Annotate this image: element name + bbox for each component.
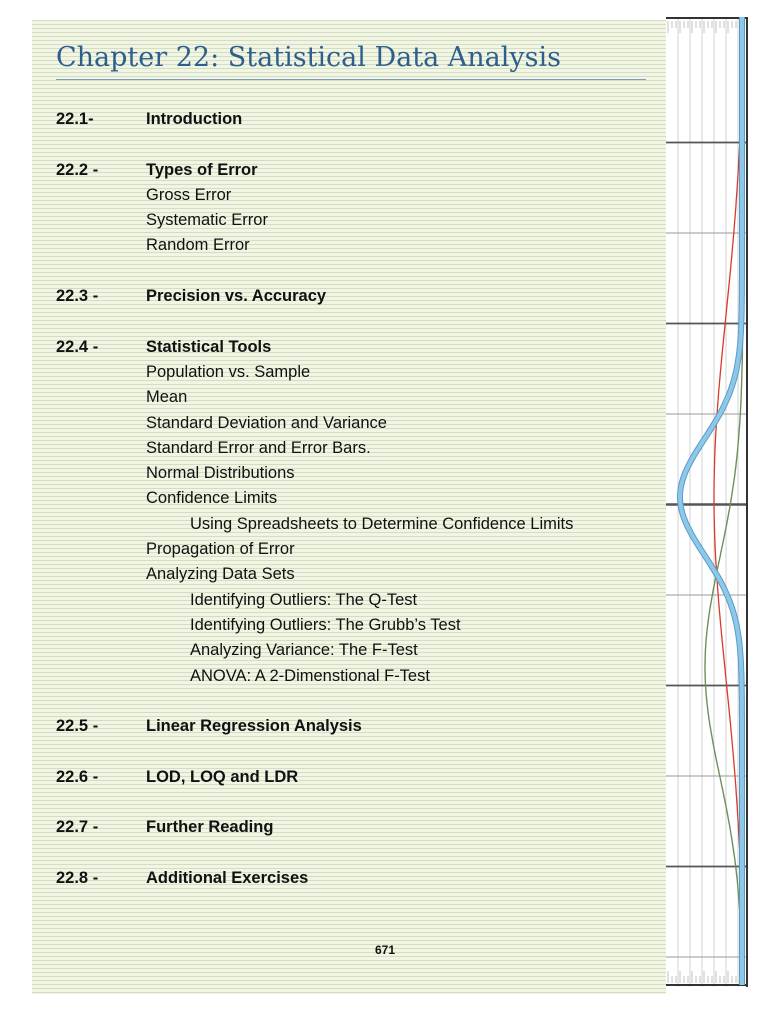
toc-entry: Analyzing Data Sets	[146, 565, 295, 584]
toc-entry: Confidence Limits	[146, 489, 278, 508]
section-number: 22.6 -	[56, 767, 99, 786]
section-title: Additional Exercises	[146, 868, 309, 887]
section-title: Precision vs. Accuracy	[146, 287, 327, 306]
section-number: 22.4 -	[56, 337, 99, 356]
toc-section	[56, 714, 656, 739]
toc-entry: Standard Deviation and Variance	[146, 413, 387, 432]
toc-entry: Systematic Error	[146, 211, 268, 230]
section-number: 22.5 -	[56, 717, 99, 736]
section-title: Further Reading	[146, 818, 274, 837]
toc-entry: Random Error	[146, 236, 250, 255]
toc-entry-row	[56, 183, 656, 208]
toc-entry-row	[56, 613, 656, 638]
toc-entry-row	[56, 664, 656, 689]
toc-entry-row	[56, 411, 656, 436]
toc-entry: Gross Error	[146, 185, 232, 204]
toc-entry-row	[56, 537, 656, 562]
chapter-title: Chapter 22: Statistical Data Analysis	[56, 42, 646, 80]
toc-section	[56, 284, 656, 309]
section-title: LOD, LOQ and LDR	[146, 767, 299, 786]
toc-entry-row	[56, 512, 656, 537]
toc-entry-row	[56, 638, 656, 663]
toc-subentry: ANOVA: A 2-Dimenstional F-Test	[190, 666, 430, 685]
toc-section-heading	[56, 866, 656, 891]
toc-subentry: Analyzing Variance: The F-Test	[190, 641, 418, 660]
toc-entry-row	[56, 461, 656, 486]
toc-entry-row	[56, 360, 656, 385]
toc-section-heading	[56, 765, 656, 790]
section-number: 22.2 -	[56, 160, 99, 179]
toc-entry-row	[56, 233, 656, 258]
section-number: 22.8 -	[56, 868, 99, 887]
toc-section-heading	[56, 815, 656, 840]
toc-section-heading	[56, 714, 656, 739]
toc-entry-row	[56, 486, 656, 511]
bell-curve-graph-strip-icon	[666, 17, 748, 987]
toc-subentry: Identifying Outliers: The Q-Test	[190, 590, 418, 609]
toc-entry: Population vs. Sample	[146, 362, 311, 381]
section-number: 22.7 -	[56, 818, 99, 837]
section-number: 22.3 -	[56, 287, 99, 306]
section-title: Statistical Tools	[146, 337, 272, 356]
section-title: Introduction	[146, 110, 243, 128]
section-title: Types of Error	[146, 160, 258, 179]
toc-entry: Normal Distributions	[146, 464, 295, 483]
toc-entry: Propagation of Error	[146, 540, 295, 559]
toc-entry-row	[56, 436, 656, 461]
toc-section	[56, 107, 656, 132]
toc-section-heading	[56, 284, 656, 309]
toc-entry-row	[56, 588, 656, 613]
toc-entry-row	[56, 385, 656, 410]
toc-entry: Standard Error and Error Bars.	[146, 438, 371, 457]
section-title: Linear Regression Analysis	[146, 717, 362, 736]
toc-section-heading	[56, 107, 656, 132]
toc-section-heading	[56, 158, 656, 183]
toc-section	[56, 815, 656, 840]
page-number: 671	[374, 943, 396, 957]
table-of-contents	[56, 107, 656, 917]
toc-section	[56, 866, 656, 891]
toc-section	[56, 335, 656, 689]
section-number: 22.1-	[56, 110, 94, 128]
toc-section	[56, 158, 656, 259]
toc-entry-row	[56, 562, 656, 587]
toc-subentry: Using Spreadsheets to Determine Confidence Limits	[190, 514, 574, 533]
toc-subentry: Identifying Outliers: The Grubb’s Test	[190, 615, 461, 634]
toc-section-heading	[56, 335, 656, 360]
toc-entry-row	[56, 208, 656, 233]
toc-entry: Mean	[146, 388, 188, 407]
toc-section	[56, 765, 656, 790]
